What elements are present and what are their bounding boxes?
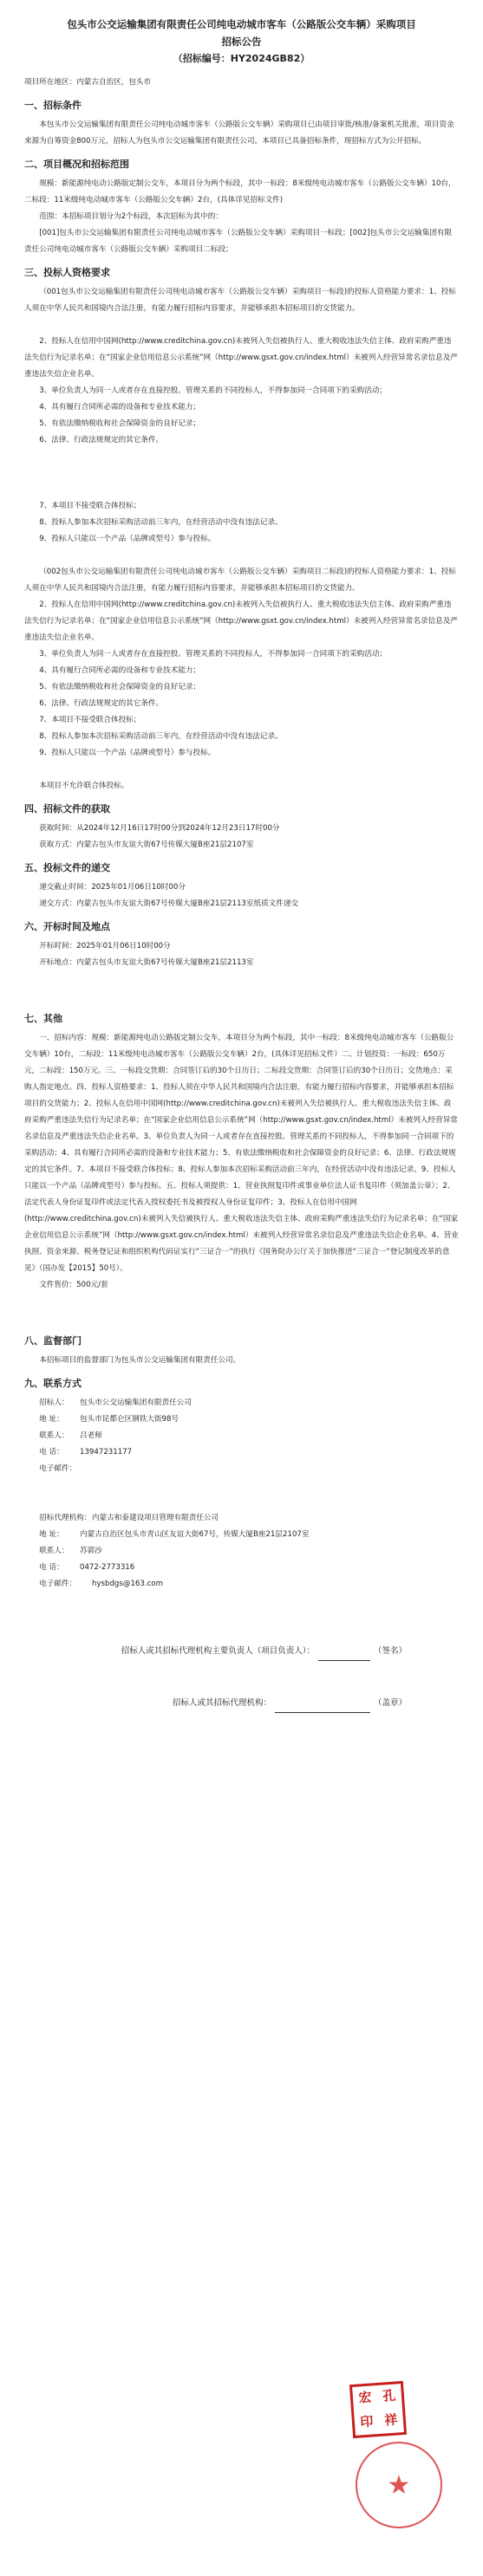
opening-time: 开标时间：2025年01月06日10时00分 xyxy=(39,942,171,951)
contact-value: 内蒙古和泰建设项目管理有限责任公司 xyxy=(92,1514,219,1522)
section-heading-3: 三、投标人资格要求 xyxy=(24,267,110,278)
contact-value: 内蒙古自治区包头市青山区友谊大街67号，传媒大厦B座21层2107室 xyxy=(80,1530,310,1539)
contact-row xyxy=(24,1444,459,1461)
contact-label: 招标人： xyxy=(39,1398,69,1407)
submission-place: 递交方式：内蒙古包头市友谊大街67号传媒大厦B座21层2113室纸质文件递交 xyxy=(39,899,299,908)
consortium-note: 本项目不允许联合体投标。 xyxy=(39,782,129,790)
contact-email: hysbdgs@163.com xyxy=(92,1580,163,1588)
project-location: 项目所在地区：内蒙古自治区，包头市 xyxy=(24,78,152,87)
seal-char: 宏 xyxy=(357,2389,373,2406)
signature-blank xyxy=(318,1648,370,1661)
section-heading-2: 二、项目概况和招标范围 xyxy=(24,159,129,170)
lot1-requirement-item: 9、投标人只能以一个产品（品牌或型号）参与投标。 xyxy=(39,535,216,543)
seal-char: 祥 xyxy=(383,2411,398,2429)
lot2-requirements-intro: （002包头市公交运输集团有限责任公司纯电动城市客车（公路版公交车辆）采购项目二标段)的投标人资格能力要求：1、投标人须在中华人民共和国境内合法注册，有能力履行招标内容要求，并能够承担本招标项目的交货能力。 xyxy=(24,568,456,593)
document-fee: 文件售价：500元/套 xyxy=(39,1281,108,1289)
signature-line-person xyxy=(24,1642,407,1661)
lot1-requirement-item: 4、具有履行合同所必需的设备和专业技术能力； xyxy=(39,403,201,412)
personal-seal-stamp xyxy=(349,2381,407,2438)
lot1-requirement-item: 3、单位负责人为同一人或者存在直接控股、管理关系的不同投标人，不得参加同一合同项下的采购活动； xyxy=(39,386,387,395)
contact-label: 联系人： xyxy=(39,1547,69,1555)
lot2-requirement-item: 6、法律、行政法规规定的其它条件。 xyxy=(39,699,164,708)
supervision-body: 本招标项目的监督部门为包头市公交运输集团有限责任公司。 xyxy=(39,1356,241,1365)
section-heading-4: 四、招标文件的获取 xyxy=(24,803,110,814)
lot2-requirement-item: 3、单位负责人为同一人或者存在直接控股、管理关系的不同投标人，不得参加同一合同项下的采购活动； xyxy=(39,650,387,659)
section-heading-1: 一、招标条件 xyxy=(24,100,82,111)
section-1-body: 本包头市公交运输集团有限责任公司纯电动城市客车（公路版公交车辆）采购项目已由项目审批/核准/备案机关批准，项目资金来源为自筹资金800万元，招标人为包头市公交运输集团有限责任公司。本项目已具备招标条件，现招标方式为公开招标。 xyxy=(24,120,454,146)
contact-row xyxy=(24,1543,459,1560)
lot2-requirement-item: 4、具有履行合同所必需的设备和专业技术能力； xyxy=(39,666,201,675)
submission-deadline: 递交截止时间：2025年01月06日10时00分 xyxy=(39,883,186,892)
lot1-requirement-item: 7、本项目不接受联合体投标； xyxy=(39,502,141,510)
contact-row xyxy=(24,1510,459,1527)
contact-row xyxy=(24,1576,459,1593)
lot2-requirement-item: 7、本项目不接受联合体投标； xyxy=(39,716,141,724)
seal-char: 孔 xyxy=(382,2387,397,2404)
doc-acquisition-time: 获取时间：从2024年12月16日17时00分到2024年12月23日17时00分 xyxy=(39,824,280,833)
contact-label: 联系人： xyxy=(39,1431,69,1440)
contact-label: 电子邮件： xyxy=(39,1464,77,1473)
signature-blank xyxy=(275,1700,370,1713)
signature-suffix: （盖章） xyxy=(373,1698,407,1708)
contact-label: 电子邮件： xyxy=(39,1580,77,1588)
contact-row xyxy=(24,1411,459,1428)
company-seal-stamp xyxy=(356,2442,442,2528)
lot2-requirement-item: 2、投标人在信用中国网(http://www.creditchina.gov.cn)未被列入失信被执行人、重大税收违法失信主体、政府采购严重违法失信行为记录名单；在“国家企业信用信息公示系统”网（http://www.gsxt.gov.cn/index.html）未被列入经营异常名录信息及严重违法失信企业名单。 xyxy=(24,600,458,642)
signature-label: 招标人或其招标代理机构主要负责人（项目负责人）： xyxy=(121,1646,315,1656)
contact-value: 13947231177 xyxy=(80,1448,133,1457)
contact-value: 0472-2773316 xyxy=(80,1563,135,1572)
contact-label: 招标代理机构： xyxy=(39,1514,92,1522)
lot1-requirement-item: 6、法律、行政法规规定的其它条件。 xyxy=(39,436,164,444)
seal-char: 印 xyxy=(359,2413,375,2430)
contact-row xyxy=(24,1560,459,1576)
signature-suffix: （签名） xyxy=(373,1646,407,1656)
contact-row xyxy=(24,1428,459,1444)
section-heading-6: 六、开标时间及地点 xyxy=(24,921,110,932)
opening-place: 开标地点：内蒙古包头市友谊大街67号传媒大厦B座21层2113室 xyxy=(39,958,254,967)
contact-label: 地 址： xyxy=(39,1415,64,1424)
lot2-requirement-item: 5、有依法缴纳税收和社会保障资金的良好记录； xyxy=(39,683,201,691)
section-heading-5: 五、投标文件的递交 xyxy=(24,862,110,873)
section-2-lots: [001]包头市公交运输集团有限责任公司纯电动城市客车（公路版公交车辆）采购项目一标段；[002]包头市公交运输集团有限责任公司纯电动城市客车（公路版公交车辆）采购项目二标段； xyxy=(24,229,453,254)
page-title: 包头市公交运输集团有限责任公司纯电动城市客车（公路版公交车辆）采购项目 xyxy=(67,18,416,30)
contact-value: 苏郭沙 xyxy=(80,1547,102,1555)
lot1-requirement-item: 2、投标人在信用中国网(http://www.creditchina.gov.cn)未被列入失信被执行人、重大税收违法失信主体、政府采购严重违法失信行为记录名单；在“国家企业信用信息公示系统”网（http://www.gsxt.gov.cn/index.html）未被列入经营异常名录信息及严重违法失信企业名单。 xyxy=(24,337,458,379)
section-heading-9: 九、联系方式 xyxy=(24,1378,82,1389)
section-2-scope: 范围：本招标项目划分为2个标段，本次招标为其中的： xyxy=(39,212,223,221)
section-7-body: 一、招标内容：规模：新能源纯电动公路版定制公交车，本项目分为两个标段，其中一标段：8米级纯电动城市客车（公路版公交车辆）10台，二标段：11米级纯电动城市客车（公路版公交车辆）2台，(具体详见招标文件）二、计划投资：一标段：650万元，二标段：150万元。三、一标段交货期：合同签订后的30个日历日；二标段交货期：合同签订后的30个日历日；交货地点：采购人指定地点。四、投标人资格要求：1、投标人须在中华人民共和国境内合法注册，有能力履行招标内容要求，并能够承担本招标项目的交货能力；2、投标人在信用中国网(http://www.creditchina.gov.cn)未被列入失信被执行人、重大税收违法失信主体、政府采购严重违法失信行为记录名单；在“国家企业信用信息公示系统”网（http://www.gsxt.gov.cn/index.html）未被列入经营异常名录信息及严重违法失信企业名单。3、单位负责人为同一人或者存在直接控股、管理关系的不同投标人，不得参加同一合同项下的采购活动；4、具有履行合同所必需的设备和专业技术能力；5、有依法缴纳税收和社会保障资金的良好记录；6、法律、行政法规规定的其它条件。7、本项目不接受联合体投标；8、投标人参加本次招标采购活动前三年内，在经营活动中没有违法记录。9、投标人只能以一个产品（品牌或型号）参与投标。五、投标人须提供：1、营业执照复印件或事业单位法人证书复印件（须加盖公章）；2、法定代表人身份证复印件或法定代表人授权委托书及被授权人身份证复印件；3、投标人在信用中国网(http://www.creditchina.gov.cn)未被列入失信被执行人、重大税收违法失信主体、政府采购严重违法失信行为记录名单；在“国家企业信用信息公示系统”网（http://www.gsxt.gov.cn/index.html）未被列入经营异常名录信息及严重违法失信企业名单。4、营业执照、资金来源、税务登记证和组织机构代码证实行“三证合一”的执行《国务院办公厅关于加快推进“三证合一”登记制度改革的意见》（国办发【2015】50号）。 xyxy=(24,1034,459,1273)
contact-label: 电 话： xyxy=(39,1563,64,1572)
contact-value xyxy=(92,1461,459,1477)
doc-acquisition-place: 获取方式：内蒙古包头市友谊大街67号传媒大厦B座21层2107室 xyxy=(39,840,254,849)
lot1-requirement-item: 5、有依法缴纳税收和社会保障资金的良好记录； xyxy=(39,419,201,428)
contact-value: 吕老师 xyxy=(80,1431,102,1440)
contact-value: 包头市昆都仑区钢铁大街98号 xyxy=(80,1415,179,1424)
signature-line-org xyxy=(24,1694,407,1713)
section-2-scale: 规模：新能源纯电动公路版定制公交车，本项目分为两个标段，其中一标段：8米级纯电动城市客车（公路版公交车辆）10台，二标段：11米级纯电动城市客车（公路版公交车辆）2台，(具体详见招标文件) xyxy=(24,179,456,204)
contact-row xyxy=(24,1527,459,1543)
signature-label: 招标人或其招标代理机构： xyxy=(172,1698,271,1708)
star-icon: ★ xyxy=(387,2469,411,2501)
lot1-requirement-item: 8、投标人参加本次招标采购活动前三年内，在经营活动中没有违法记录。 xyxy=(39,518,283,527)
section-heading-7: 七、其他 xyxy=(24,1013,62,1024)
section-heading-8: 八、监督部门 xyxy=(24,1335,82,1346)
contact-row xyxy=(24,1461,459,1477)
contact-row xyxy=(24,1395,459,1411)
contact-value: 包头市公交运输集团有限责任公司 xyxy=(80,1398,192,1407)
contact-label: 电 话： xyxy=(39,1448,64,1457)
lot2-requirement-item: 8、投标人参加本次招标采购活动前三年内，在经营活动中没有违法记录。 xyxy=(39,732,283,741)
lot1-requirements-intro: （001包头市公交运输集团有限责任公司纯电动城市客车（公路版公交车辆）采购项目一标段)的投标人资格能力要求：1、投标人须在中华人民共和国境内合法注册，有能力履行招标内容要求，并能够承担本招标项目的交货能力。 xyxy=(24,288,456,313)
tender-number: （招标编号：HY2024GB82） xyxy=(173,53,310,64)
contact-label: 地 址： xyxy=(39,1530,64,1539)
page-subtitle: 招标公告 xyxy=(221,36,262,48)
lot2-requirement-item: 9、投标人只能以一个产品（品牌或型号）参与投标。 xyxy=(39,749,216,757)
